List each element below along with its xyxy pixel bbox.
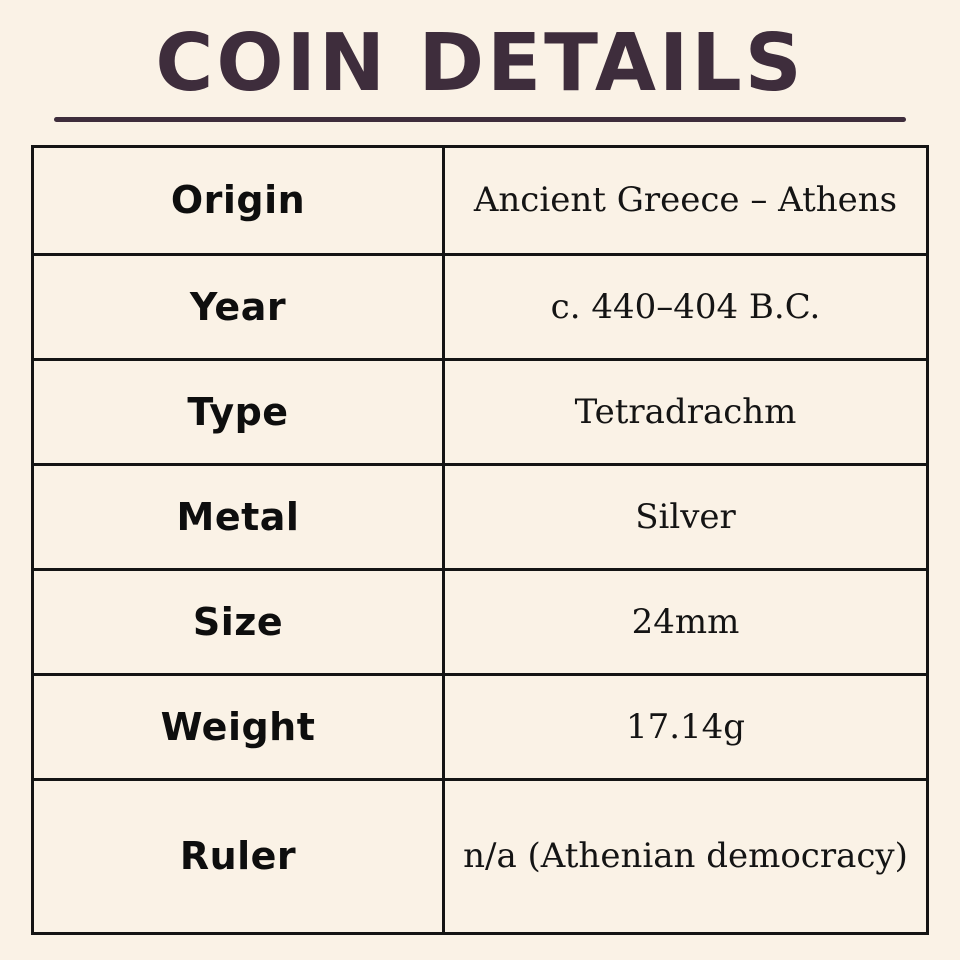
row-value: Tetradrachm [574, 391, 797, 432]
table-row [34, 463, 926, 568]
table-row [34, 358, 926, 463]
row-label: Weight [34, 676, 445, 778]
row-value: 24mm [631, 601, 740, 642]
row-value: Ancient Greece – Athens [473, 180, 898, 221]
table-row [34, 568, 926, 673]
row-label: Metal [34, 466, 445, 568]
row-label: Origin [34, 148, 445, 253]
table-row [34, 673, 926, 778]
row-label: Ruler [34, 781, 445, 932]
row-label: Year [34, 256, 445, 358]
table-row [34, 253, 926, 358]
coin-details-table [31, 145, 929, 935]
title-divider [54, 117, 906, 122]
table-row [34, 148, 926, 253]
page-title: COIN DETAILS [155, 17, 805, 109]
row-value: Silver [635, 496, 736, 537]
row-value: c. 440–404 B.C. [550, 286, 821, 327]
row-label: Type [34, 361, 445, 463]
row-label: Size [34, 571, 445, 673]
table-row [34, 778, 926, 932]
row-value: 17.14g [625, 706, 746, 747]
row-value: n/a (Athenian democracy) [463, 836, 908, 877]
